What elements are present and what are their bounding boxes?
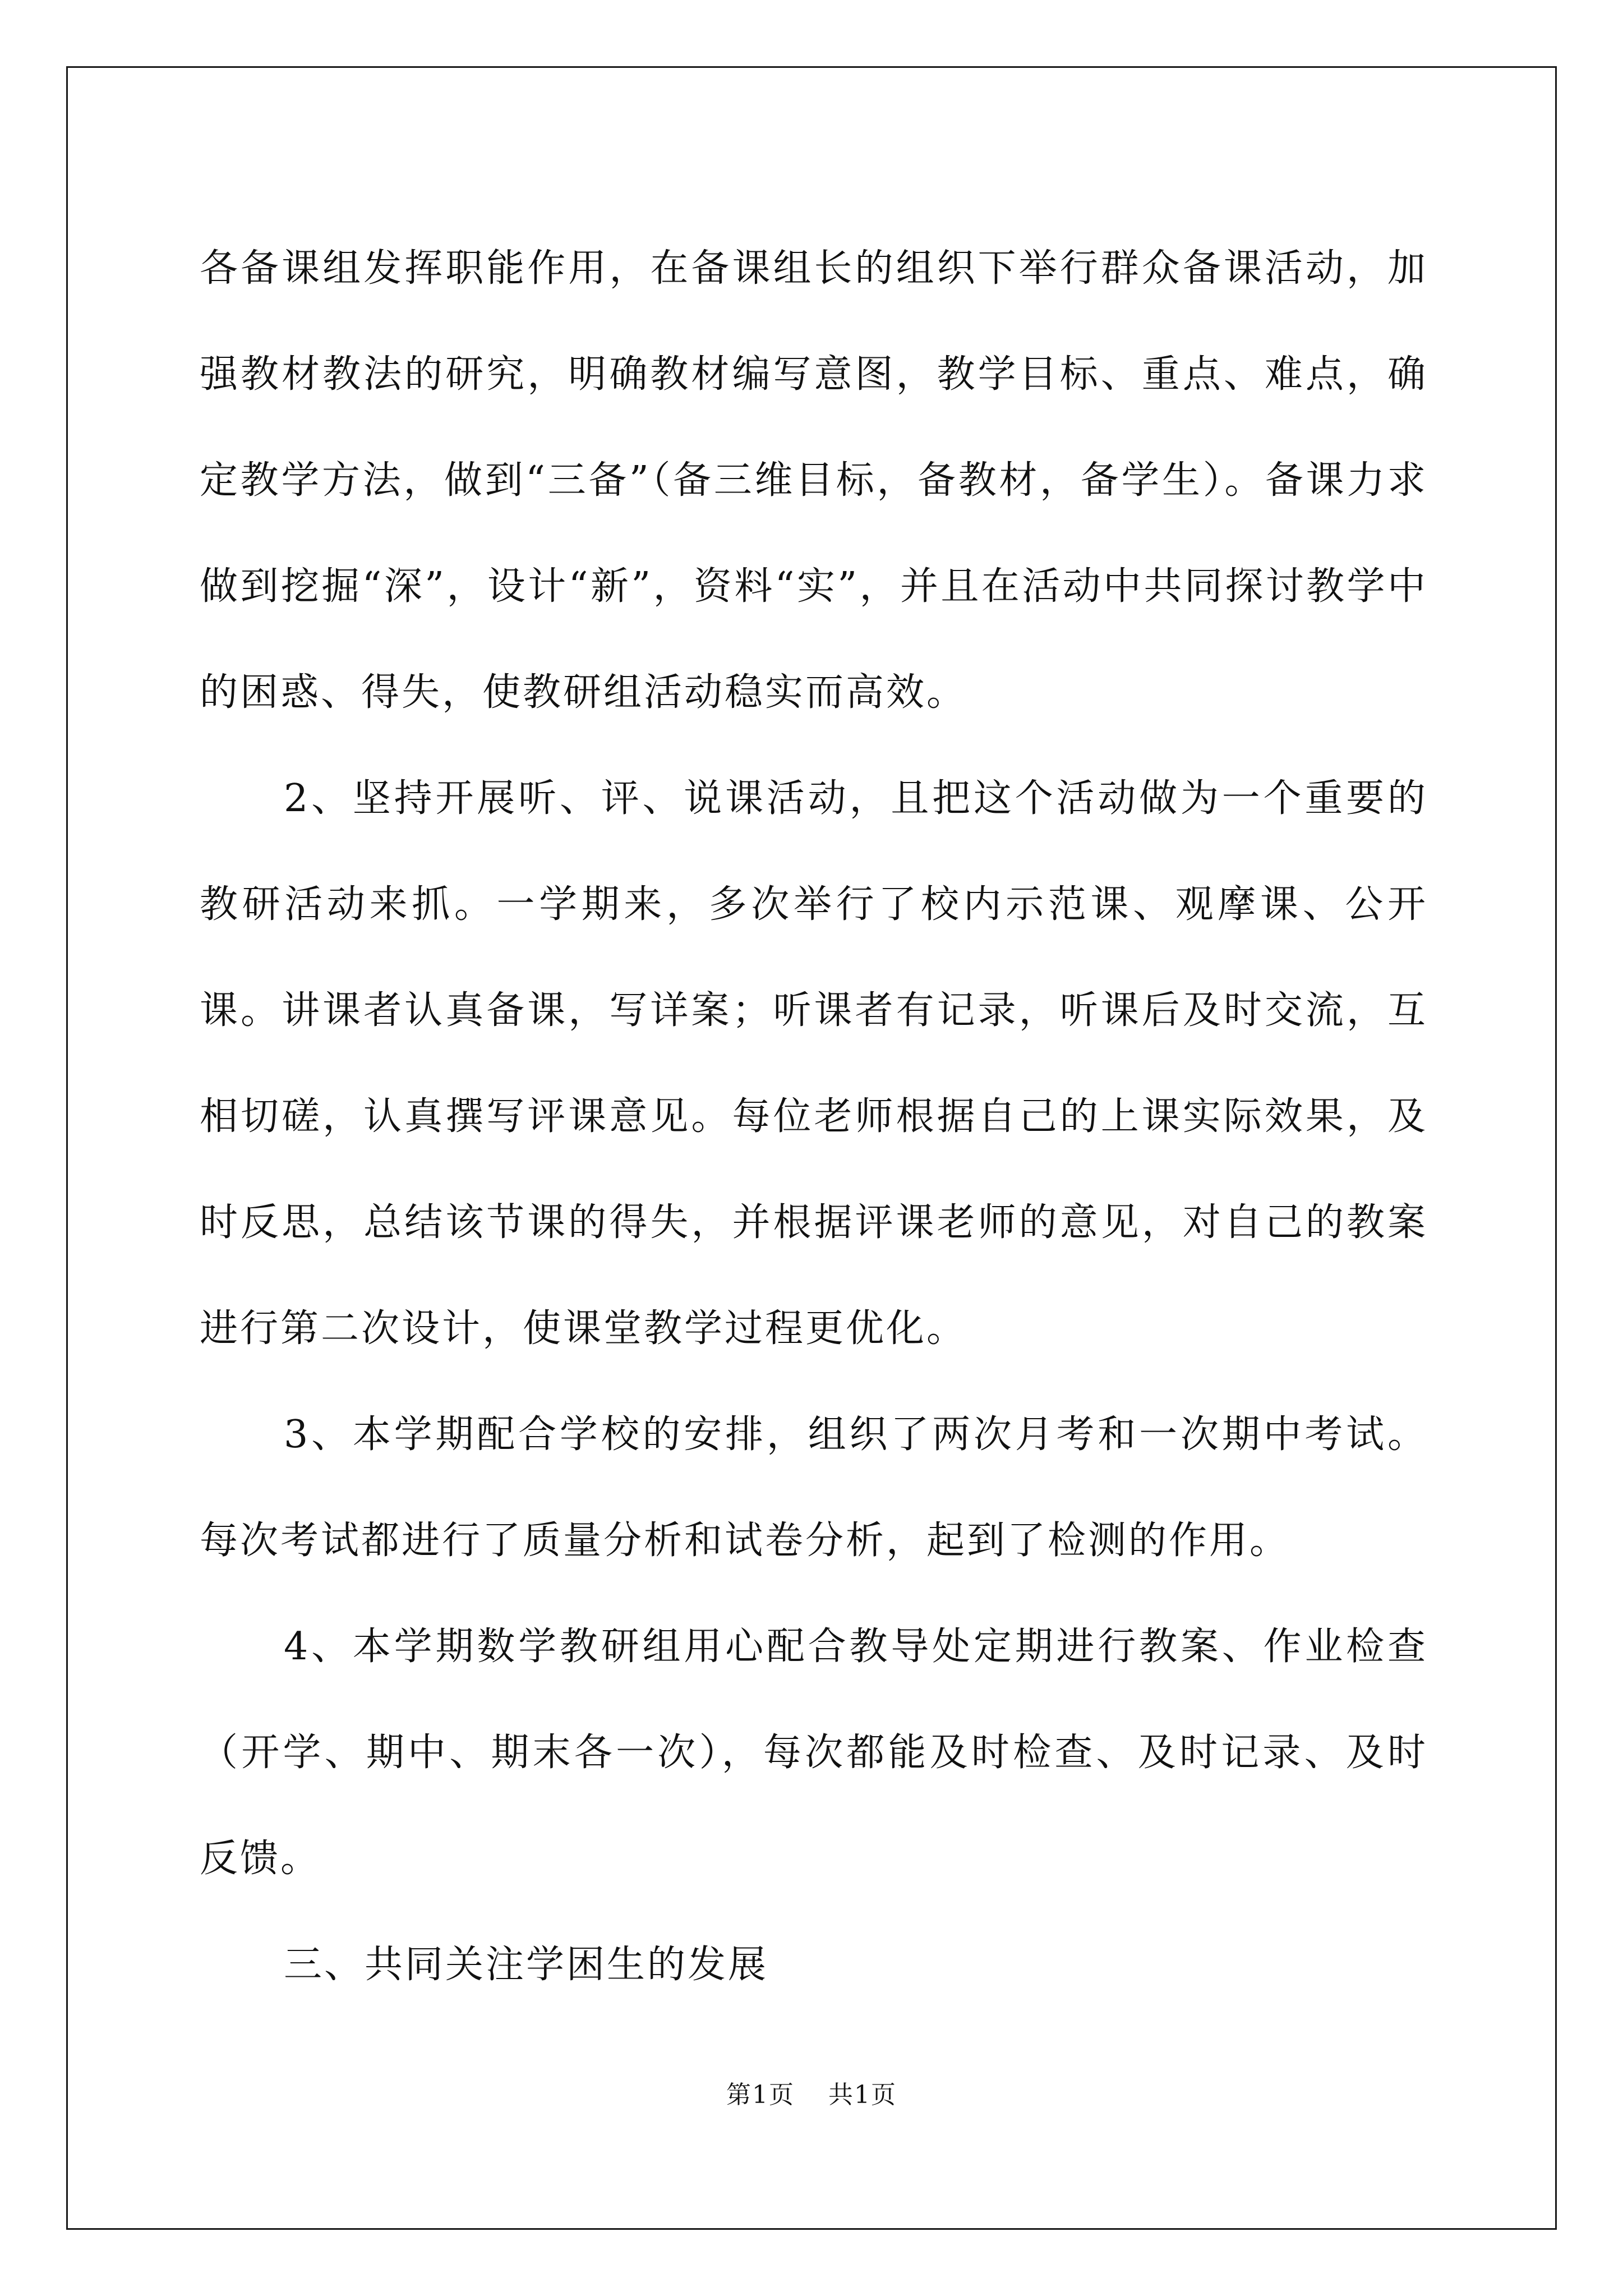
page-number-current: 第1页 — [726, 2081, 795, 2109]
page-number-total: 共1页 — [828, 2081, 897, 2109]
paragraph-1: 各备课组发挥职能作用，在备课组长的组织下举行群众备课活动，加强教材教法的研究，明确教材编写意图，教学目标、重点、难点，确定教学方法，做到“三备”（备三维目标，备教材，备学生）。备课力求做到挖掘“深”，设计“新”，资料“实”，并且在活动中共同探讨教学中的困惑、得失，使教研组活动稳实而高效。 — [200, 246, 1428, 715]
section-heading: 三、共同关注学困生的发展 — [284, 1943, 769, 1987]
document-body — [200, 215, 1428, 2018]
paragraph-3: 3、本学期配合学校的安排，组织了两次月考和一次期中考试。每次考试都进行了质量分析和试卷分析，起到了检测的作用。 — [200, 1412, 1428, 1563]
page-footer — [0, 2078, 1623, 2112]
paragraph-4: 4、本学期数学教研组用心配合教导处定期进行教案、作业检查（开学、期中、期末各一次），每次都能及时检查、及时记录、及时反馈。 — [200, 1625, 1428, 1881]
paragraph-2: 2、坚持开展听、评、说课活动，且把这个活动做为一个重要的教研活动来抓。一学期来，多次举行了校内示范课、观摩课、公开课。讲课者认真备课，写详案；听课者有记录，听课后及时交流，互相切磋，认真撰写评课意见。每位老师根据自己的上课实际效果，及时反思，总结该节课的得失，并根据评课老师的意见，对自己的教案进行第二次设计，使课堂教学过程更优化。 — [200, 776, 1428, 1351]
